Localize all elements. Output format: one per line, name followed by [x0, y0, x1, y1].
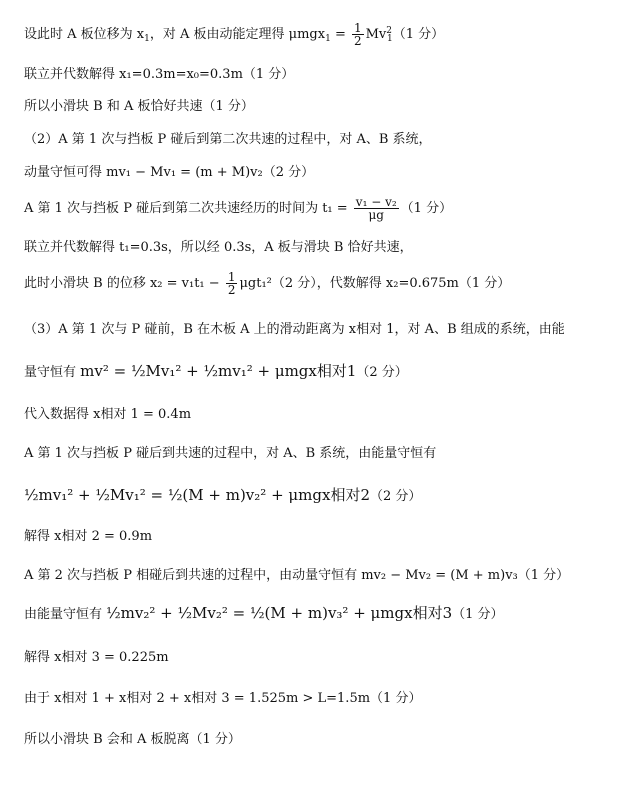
line-19: 所以小滑块 B 会和 A 板脱离（1 分） [24, 732, 241, 747]
line-8-text: 此时小滑块 B 的位移 x₂ = v₁t₁ − [24, 276, 224, 291]
line-18: 由于 x相对 1 + x相对 2 + x相对 3 = 1.525m > L=1.5m（1 分） [24, 691, 422, 706]
line-1-eq: = [330, 27, 350, 42]
line-8 [24, 271, 510, 296]
line-15: A 第 2 次与挡板 P 相碰后到共速的过程中，由动量守恒有 mv₂ − Mv₂ = (M + m)v₃（1 分） [24, 568, 570, 583]
line-9: （3）A 第 1 次与 P 碰前，B 在木板 A 上的滑动距离为 x相对 1，对 A、B 组成的系统，由能 [24, 322, 565, 337]
line-5: 动量守恒可得 mv₁ − Mv₁ = (m + M)v₂（2 分） [24, 165, 315, 180]
line-1-score: （1 分） [392, 27, 445, 42]
line-13 [24, 487, 421, 505]
line-4: （2）A 第 1 次与挡板 P 碰后到第二次共速的过程中，对 A、B 系统， [24, 132, 432, 147]
line-17: 解得 x相对 3 = 0.225m [24, 650, 169, 665]
line-11: 代入数据得 x相对 1 = 0.4m [24, 407, 192, 422]
line-14: 解得 x相对 2 = 0.9m [24, 529, 153, 544]
fraction-half-1: $\frac{1}{2}$ [353, 21, 362, 48]
line-1-tail: Mv [365, 27, 387, 42]
line-8-tail: μgt₁²（2 分），代数解得 x₂=0.675m（1 分） [239, 276, 511, 291]
line-3: 所以小滑块 B 和 A 板恰好共速（1 分） [24, 99, 254, 114]
line-10-pre: 量守恒有 [24, 365, 81, 380]
line-16-score: （1 分） [452, 607, 504, 622]
line-16-pre: 由能量守恒有 [24, 607, 107, 622]
line-6 [24, 196, 452, 221]
line-12: A 第 1 次与挡板 P 碰后到共速的过程中，对 A、B 系统，由能量守恒有 [24, 446, 437, 461]
line-16 [24, 605, 504, 623]
equation-energy-2: ½mv₁² + ½Mv₁² = ½(M + m)v₂² + μmgx相对2 [24, 486, 370, 504]
equation-energy-3: ½mv₂² + ½Mv₂² = ½(M + m)v₃² + μmgx相对3 [106, 604, 453, 622]
line-1-text-b: ，对 A 板由动能定理得 μmgx [149, 27, 326, 42]
line-6-score: （1 分） [400, 201, 453, 216]
line-13-score: （2 分） [369, 489, 422, 504]
line-10 [24, 363, 408, 381]
line-1: 设此时 A 板位移为 $x_1$，对 A 板由动能定理得 μmgx$_1$ = $\frac{1}{2}$ $Mv^2_1(1$ 分） [24, 21, 445, 48]
equation-energy-1: mv² = ½Mv₁² + ½mv₁² + μmgx相对1 [80, 362, 357, 380]
fraction-half-8: $\frac{1}{2}$ [227, 270, 236, 297]
line-10-score: （2 分） [356, 365, 408, 380]
fraction-time: $\frac{\text{v₁ − v₂}}{\mu g}$ [355, 195, 397, 222]
line-6-text: A 第 1 次与挡板 P 碰后到第二次共速经历的时间为 t₁ = [24, 201, 352, 216]
line-2: 联立并代数解得 x₁=0.3m=x₀=0.3m（1 分） [24, 67, 295, 82]
line-7: 联立并代数解得 t₁=0.3s，所以经 0.3s，A 板与滑块 B 恰好共速， [24, 240, 413, 255]
line-1-text-a: 设此时 A 板位移为 x [24, 27, 145, 42]
